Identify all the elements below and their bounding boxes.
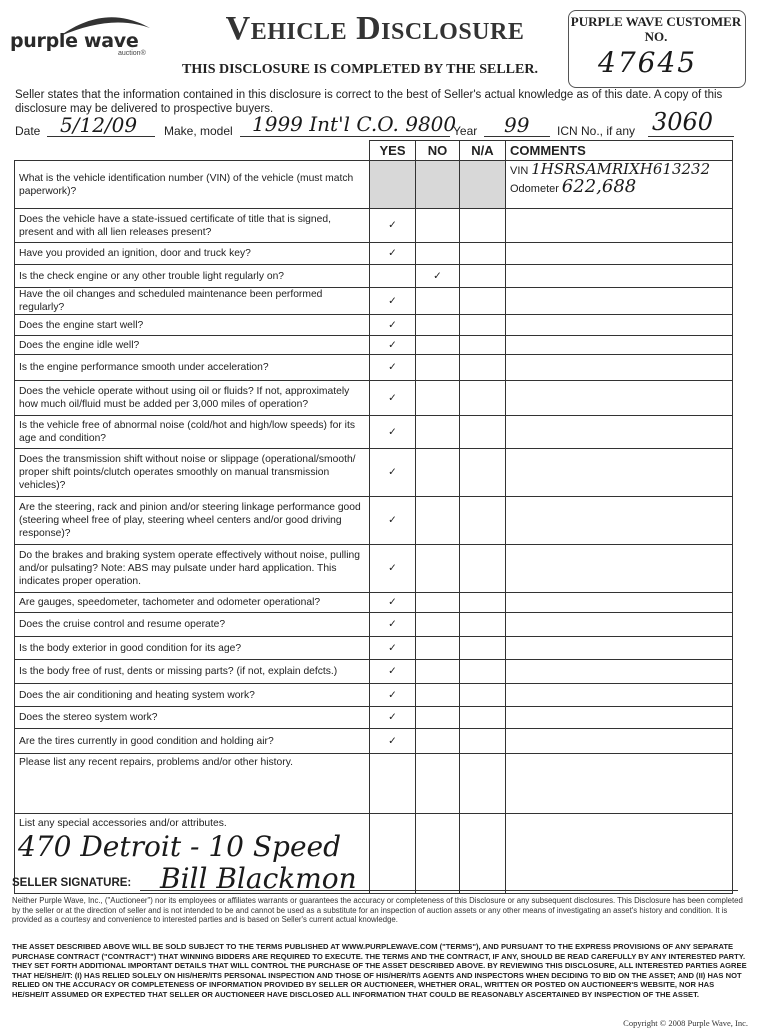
na-checkbox[interactable] [460, 637, 506, 660]
question-text: Does the cruise control and resume operate? [15, 613, 370, 637]
question-text: Does the engine start well? [15, 315, 370, 336]
table-header-row [15, 141, 733, 161]
check-mark-icon: ✓ [388, 338, 397, 351]
comments-cell[interactable] [506, 545, 733, 593]
make-model-field[interactable]: 1999 Int'l C.O. 9800 [252, 112, 457, 136]
comments-cell[interactable] [506, 613, 733, 637]
question-header [15, 141, 370, 161]
terms-text: THE ASSET DESCRIBED ABOVE WILL BE SOLD SUBJECT TO THE TERMS PUBLISHED AT WWW.PURPLEWAVE.COM ("TERMS"), AND PURSUANT TO THE EXPRESS PROVISIONS OF ANY SEPARATE PURCHASE CONTRACT ("CONTRACT") THAT WINNING BIDDERS ARE REQUIRED TO EXECUTE. THE TERMS AND THE CONTRACT, IF ANY, SHOULD BE READ CAREFULLY BY ANY INTERESTED PARTY. THEY SET FORTH ADDITIONAL IMPORTANT DETAILS THAT WILL CONTROL THE PURCHASE OF THE ASSET DESCRIBED ABOVE. BY REVIEWING THIS DISCLOSURE, ALL INTERESTED PARTIES AGREE THAT HE/SHE/IT: (I) HAS RELIED SOLELY ON HIS/HER/ITS PERSONAL INSPECTION AND THOSE OF HIS/HER/ITS AGENTS AND INSPECTORS WHEN DECIDING TO BID ON THE ASSET; AND (II) HAS NOT RELIED ON THE ACCURACY OR COMPLETENESS OF INFORMATION PROVIDED BY SELLER OR AUCTIONEER, WHETHER ORAL, WRITTEN OR POSTED ON AUCTIONEER'S WEBSITE, NOR HAS HE/SHE/IT ASSUMED OR EXPECTED THAT SELLER OR AUCTIONEER HAVE DISCLOSED ALL INFORMATION THAT COULD BE REASONABLY ASCERTAINED BY INSPECTION OF THE ASSET. [12, 942, 747, 999]
table-row [15, 545, 733, 593]
no-checkbox[interactable] [416, 593, 460, 613]
check-mark-icon: ✓ [388, 219, 397, 231]
comments-cell[interactable] [506, 381, 733, 416]
question-text: What is the vehicle identification number (VIN) of the vehicle (must match paperwork)? [15, 161, 370, 209]
year-field[interactable]: 99 [504, 113, 530, 137]
na-checkbox[interactable] [460, 161, 506, 209]
no-checkbox[interactable] [416, 355, 460, 381]
question-text: Is the body exterior in good condition for its age? [15, 637, 370, 660]
no-checkbox[interactable] [416, 243, 460, 265]
table-row [15, 416, 733, 449]
table-row [15, 497, 733, 545]
no-checkbox[interactable] [416, 660, 460, 684]
check-mark-icon: ✓ [388, 665, 397, 677]
yes-checkbox[interactable] [370, 161, 416, 209]
question-text: Does the transmission shift without noise or slippage (operational/smooth/ proper shift points/clutch operates smoothly on manual transmission vehicles)? [15, 449, 370, 497]
seller-signature[interactable]: Bill Blackmon [160, 862, 357, 895]
no-header: NO [416, 141, 460, 161]
check-mark-icon: ✓ [388, 294, 397, 307]
na-checkbox[interactable] [460, 265, 506, 288]
table-row [15, 265, 733, 288]
check-mark-icon: ✓ [388, 391, 397, 404]
question-text: Does the air conditioning and heating system work? [15, 684, 370, 707]
vin-field[interactable]: 1HSRSAMRIXH613232 [531, 160, 711, 178]
comments-cell[interactable] [506, 209, 733, 243]
make-model-label: Make, model [164, 124, 233, 138]
na-checkbox[interactable] [460, 209, 506, 243]
yes-checkbox[interactable] [370, 593, 416, 613]
comments-cell[interactable] [506, 593, 733, 613]
empty-cell [416, 754, 460, 814]
empty-cell [460, 814, 506, 894]
yes-checkbox[interactable] [370, 545, 416, 593]
na-checkbox[interactable] [460, 729, 506, 754]
comments-cell[interactable] [506, 729, 733, 754]
repairs-label: Please list any recent repairs, problems and/or other history. [15, 754, 370, 814]
na-checkbox[interactable] [460, 315, 506, 336]
comments-cell[interactable] [506, 497, 733, 545]
yes-checkbox[interactable] [370, 497, 416, 545]
signature-label: SELLER SIGNATURE: [12, 877, 132, 889]
logo-subtext: auction® [118, 50, 146, 57]
na-header: N/A [460, 141, 506, 161]
table-row [15, 613, 733, 637]
question-text: Are the tires currently in good condition and holding air? [15, 729, 370, 754]
check-mark-icon: ✓ [388, 641, 397, 654]
empty-cell [370, 814, 416, 894]
yes-checkbox[interactable] [370, 729, 416, 754]
check-mark-icon: ✓ [388, 247, 397, 259]
na-checkbox[interactable] [460, 449, 506, 497]
comments-cell[interactable] [506, 449, 733, 497]
table-row [15, 381, 733, 416]
accessories-field[interactable]: 470 Detroit - 10 Speed [18, 830, 342, 863]
question-text: Does the stereo system work? [15, 707, 370, 729]
table-row [15, 729, 733, 754]
icn-line [648, 136, 734, 137]
comments-cell[interactable] [506, 660, 733, 684]
accessories-label: List any special accessories and/or attributes. [15, 814, 370, 894]
customer-number-label: PURPLE WAVE CUSTOMER NO. [570, 14, 742, 44]
odometer-field[interactable]: 622,688 [561, 176, 637, 197]
yes-checkbox[interactable] [370, 416, 416, 449]
seller-statement: Seller states that the information contained in this disclosure is correct to the best of Seller's actual knowledge as of this date. A copy of this disclosure may be delivered to prospective buyers. [15, 89, 723, 115]
table-row [15, 336, 733, 355]
yes-checkbox[interactable] [370, 449, 416, 497]
repairs-comments-cell[interactable] [506, 754, 733, 814]
na-checkbox[interactable] [460, 381, 506, 416]
question-text: Does the vehicle have a state-issued certificate of title that is signed, present and with all lien releases present? [15, 209, 370, 243]
no-checkbox[interactable] [416, 381, 460, 416]
na-checkbox[interactable] [460, 243, 506, 265]
comments-cell[interactable] [506, 265, 733, 288]
check-mark-icon: ✓ [388, 711, 397, 723]
na-checkbox[interactable] [460, 613, 506, 637]
no-checkbox[interactable] [416, 684, 460, 707]
question-text: Is the vehicle free of abnormal noise (cold/hot and high/low speeds) for its age and condition? [15, 416, 370, 449]
yes-checkbox[interactable] [370, 613, 416, 637]
comments-cell[interactable] [506, 288, 733, 315]
na-checkbox[interactable] [460, 707, 506, 729]
disclaimer-text: Neither Purple Wave, Inc., ("Auctioneer") nor its employees or affiliates warrants or guarantees the accuracy or completeness of this Disclosure or any subsequent disclosures. This Disclosure has been completed by the seller or at the direction of seller and is not intended to be and cannot be used as a substitute for an inspection of auction assets or any other means of investigating an asset's history and condition. It is provided as a courtesy and convenience to interested parties and is based on Seller's current actual knowledge. [12, 896, 743, 925]
disclosure-table [14, 140, 733, 894]
comments-cell[interactable] [506, 336, 733, 355]
question-text: Do the brakes and braking system operate effectively without noise, pulling and/or pulsating? Note: ABS may pulsate under hard application. This indicates proper operation. [15, 545, 370, 593]
question-text: Is the body free of rust, dents or missing parts? (if not, explain defcts.) [15, 660, 370, 684]
question-text: Are the steering, rack and pinion and/or steering linkage performance good (steering wheel free of play, steering wheel centers and/or good driving response)? [15, 497, 370, 545]
no-checkbox[interactable] [416, 209, 460, 243]
yes-checkbox[interactable] [370, 315, 416, 336]
table-row [15, 684, 733, 707]
table-row [15, 288, 733, 315]
question-text: Does the vehicle operate without using oil or fluids? If not, approximately how much oil/fluid must be added per 3,000 miles of operation? [15, 381, 370, 416]
check-mark-icon: ✓ [433, 269, 442, 282]
no-checkbox[interactable] [416, 497, 460, 545]
na-checkbox[interactable] [460, 355, 506, 381]
icn-field[interactable]: 3060 [652, 108, 714, 136]
yes-checkbox[interactable] [370, 355, 416, 381]
table-row [15, 209, 733, 243]
question-text: Does the engine idle well? [15, 336, 370, 355]
copyright: Copyright © 2008 Purple Wave, Inc. [623, 1018, 748, 1028]
comments-cell[interactable] [506, 315, 733, 336]
check-mark-icon: ✓ [388, 618, 397, 630]
yes-checkbox[interactable] [370, 707, 416, 729]
na-checkbox[interactable] [460, 336, 506, 355]
check-mark-icon: ✓ [388, 734, 397, 747]
vin-label: VIN [510, 165, 529, 177]
comments-cell[interactable] [506, 161, 733, 209]
no-checkbox[interactable] [416, 315, 460, 336]
question-text: Is the check engine or any other trouble light regularly on? [15, 265, 370, 288]
yes-checkbox[interactable] [370, 381, 416, 416]
table-row [15, 355, 733, 381]
yes-checkbox[interactable] [370, 209, 416, 243]
table-row [15, 707, 733, 729]
empty-cell [460, 754, 506, 814]
empty-cell [416, 814, 460, 894]
comments-cell[interactable] [506, 355, 733, 381]
check-mark-icon: ✓ [388, 466, 397, 478]
logo-name: purple wave [10, 30, 139, 52]
yes-checkbox[interactable] [370, 637, 416, 660]
customer-number-value[interactable]: 47645 [598, 46, 698, 79]
no-checkbox[interactable] [416, 545, 460, 593]
odometer-label: Odometer [510, 183, 559, 195]
check-mark-icon: ✓ [388, 596, 397, 608]
na-checkbox[interactable] [460, 660, 506, 684]
make-model-line [240, 136, 450, 137]
check-mark-icon: ✓ [388, 361, 397, 373]
question-text: Is the engine performance smooth under acceleration? [15, 355, 370, 381]
no-checkbox[interactable] [416, 707, 460, 729]
table-row [15, 161, 733, 209]
no-checkbox[interactable] [416, 265, 460, 288]
comments-cell[interactable] [506, 684, 733, 707]
yes-checkbox[interactable] [370, 684, 416, 707]
table-row [15, 660, 733, 684]
yes-checkbox[interactable] [370, 288, 416, 315]
no-checkbox[interactable] [416, 613, 460, 637]
page-title: Vehicle Disclosure [225, 10, 525, 47]
comments-cell[interactable] [506, 243, 733, 265]
check-mark-icon: ✓ [388, 562, 397, 574]
na-checkbox[interactable] [460, 684, 506, 707]
accessories-comments-cell[interactable] [506, 814, 733, 894]
na-checkbox[interactable] [460, 497, 506, 545]
table-row [15, 449, 733, 497]
na-checkbox[interactable] [460, 416, 506, 449]
check-mark-icon: ✓ [388, 425, 397, 438]
no-checkbox[interactable] [416, 449, 460, 497]
yes-checkbox[interactable] [370, 243, 416, 265]
no-checkbox[interactable] [416, 288, 460, 315]
date-field[interactable]: 5/12/09 [60, 113, 138, 137]
na-checkbox[interactable] [460, 545, 506, 593]
table-row [15, 593, 733, 613]
date-label: Date [15, 124, 41, 138]
check-mark-icon: ✓ [388, 318, 397, 331]
no-checkbox[interactable] [416, 729, 460, 754]
na-checkbox[interactable] [460, 593, 506, 613]
question-text: Have the oil changes and scheduled maintenance been performed regularly? [15, 288, 370, 315]
repairs-row [15, 754, 733, 814]
no-checkbox[interactable] [416, 161, 460, 209]
yes-checkbox[interactable] [370, 660, 416, 684]
na-checkbox[interactable] [460, 288, 506, 315]
check-mark-icon: ✓ [388, 688, 397, 701]
comments-cell[interactable] [506, 637, 733, 660]
page-subtitle: THIS DISCLOSURE IS COMPLETED BY THE SELLER. [182, 62, 538, 77]
year-label: Year [453, 124, 478, 138]
no-checkbox[interactable] [416, 416, 460, 449]
question-text: Have you provided an ignition, door and truck key? [15, 243, 370, 265]
comments-cell[interactable] [506, 416, 733, 449]
yes-checkbox[interactable] [370, 265, 416, 288]
yes-header: YES [370, 141, 416, 161]
check-mark-icon: ✓ [388, 514, 397, 526]
table-row [15, 637, 733, 660]
comments-header: COMMENTS [506, 141, 733, 161]
icn-label: ICN No., if any [557, 124, 636, 138]
no-checkbox[interactable] [416, 637, 460, 660]
comments-cell[interactable] [506, 707, 733, 729]
table-row [15, 315, 733, 336]
no-checkbox[interactable] [416, 336, 460, 355]
table-row [15, 243, 733, 265]
empty-cell [370, 754, 416, 814]
yes-checkbox[interactable] [370, 336, 416, 355]
question-text: Are gauges, speedometer, tachometer and odometer operational? [15, 593, 370, 613]
